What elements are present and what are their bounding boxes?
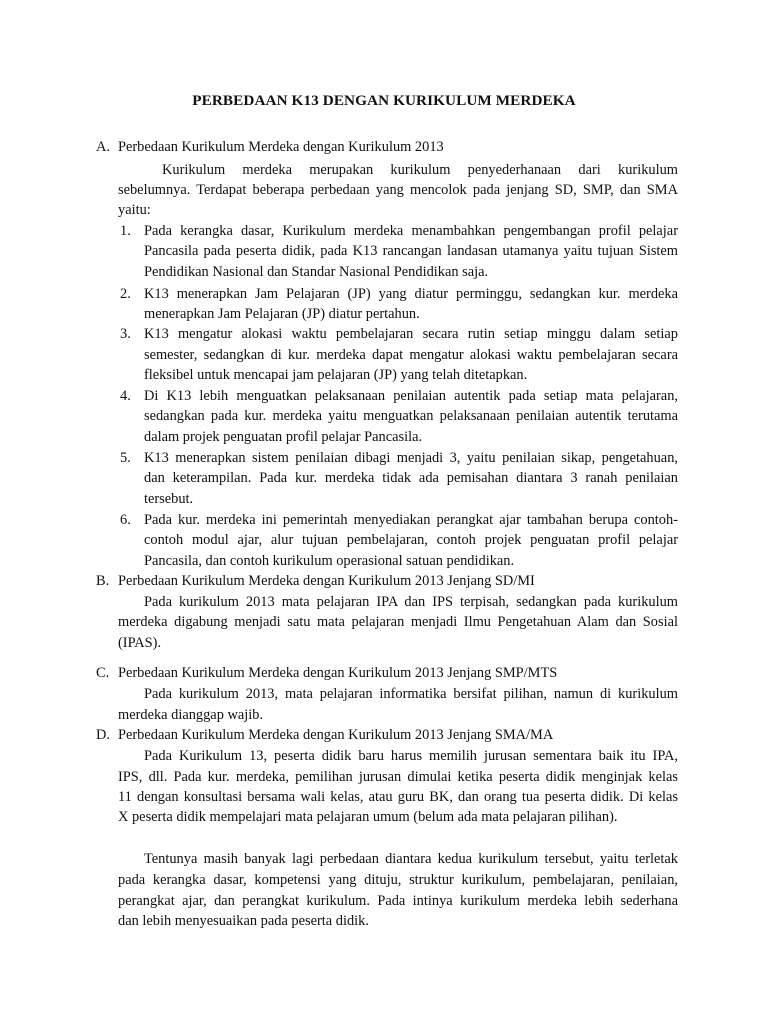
closing-line: pada kerangka dasar, kompetensi yang dituju, struktur kurikulum, pembelajaran, penilaian, bbox=[118, 872, 678, 888]
list-item-number: 1. bbox=[120, 223, 131, 239]
section-a-letter: A. bbox=[96, 139, 110, 155]
list-item-line: K13 menerapkan sistem penilaian dibagi menjadi 3, yaitu penilaian sikap, pengetahuan, bbox=[144, 450, 678, 466]
section-c-line: Pada kurikulum 2013, mata pelajaran informatika bersifat pilihan, namun di kurikulum bbox=[144, 686, 678, 702]
section-c-heading: Perbedaan Kurikulum Merdeka dengan Kurikulum 2013 Jenjang SMP/MTS bbox=[118, 665, 558, 681]
section-c-letter: C. bbox=[96, 665, 110, 681]
list-item-number: 4. bbox=[120, 388, 131, 404]
list-item-line: K13 mengatur alokasi waktu pembelajaran secara rutin setiap minggu dalam setiap bbox=[144, 326, 678, 342]
section-b-line: Pada kurikulum 2013 mata pelajaran IPA dan IPS terpisah, sedangkan pada kurikulum bbox=[144, 594, 678, 610]
list-item-line: sedangkan pada kur. merdeka yaitu menguatkan pelaksanaan penilaian autentik terutama bbox=[144, 408, 678, 424]
list-item-number: 5. bbox=[120, 450, 131, 466]
section-b-line: merdeka digabung menjadi satu mata pelajaran menjadi Ilmu Pengetahuan Alam dan Sosial bbox=[118, 614, 678, 630]
section-b-heading: Perbedaan Kurikulum Merdeka dengan Kurikulum 2013 Jenjang SD/MI bbox=[118, 573, 535, 589]
section-c-line: merdeka dianggap wajib. bbox=[118, 707, 264, 723]
list-item-line: menerapkan Jam Pelajaran (JP) diatur pertahun. bbox=[144, 306, 420, 322]
list-item-line: dan keterampilan. Pada kur. merdeka tidak ada pemisahan diantara 3 ranah penilaian bbox=[144, 470, 678, 486]
section-d-line: X peserta didik mempelajari mata pelajaran umum (belum ada mata pelajaran pilihan). bbox=[118, 809, 618, 825]
section-a-intro-line: sebelumnya. Terdapat beberapa perbedaan yang mencolok pada jenjang SD, SMP, dan SMA bbox=[118, 182, 678, 198]
page-title: PERBEDAAN K13 DENGAN KURIKULUM MERDEKA bbox=[192, 92, 576, 109]
section-a-intro-line: Kurikulum merdeka merupakan kurikulum penyederhanaan dari kurikulum bbox=[162, 162, 678, 178]
list-item-line: K13 menerapkan Jam Pelajaran (JP) yang diatur perminggu, sedangkan kur. merdeka bbox=[144, 286, 678, 302]
section-d-letter: D. bbox=[96, 727, 110, 743]
section-a-heading: Perbedaan Kurikulum Merdeka dengan Kurikulum 2013 bbox=[118, 139, 444, 155]
list-item-line: Pada kerangka dasar, Kurikulum merdeka menambahkan pengembangan profil pelajar bbox=[144, 223, 678, 239]
list-item-number: 3. bbox=[120, 326, 131, 342]
list-item-line: semester, sedangkan di kur. merdeka dapat mengatur alokasi waktu pembelajaran secara bbox=[144, 347, 678, 363]
closing-line: dan lebih menyesuaikan pada peserta didik. bbox=[118, 913, 369, 929]
list-item-line: Pada kur. merdeka ini pemerintah menyediakan perangkat ajar tambahan berupa contoh- bbox=[144, 512, 678, 528]
closing-line: perangkat ajar, dan perangkat kurikulum. Pada intinya kurikulum merdeka lebih sederhana bbox=[118, 893, 678, 909]
section-d-line: Pada Kurikulum 13, peserta didik baru harus memilih jurusan sementara baik itu IPA, bbox=[144, 748, 678, 764]
list-item-line: Di K13 lebih menguatkan pelaksanaan penilaian autentik pada setiap mata pelajaran, bbox=[144, 388, 678, 404]
section-d-line: 11 dengan konsultasi bersama wali kelas, atau guru BK, dan orang tua peserta didik. Di kelas bbox=[118, 789, 678, 805]
list-item-line: Pancasila pada peserta didik, pada K13 rancangan landasan utamanya yaitu tujuan Sistem bbox=[144, 243, 678, 259]
closing-line: Tentunya masih banyak lagi perbedaan diantara kedua kurikulum tersebut, yaitu terletak bbox=[144, 851, 678, 867]
section-d-heading: Perbedaan Kurikulum Merdeka dengan Kurikulum 2013 Jenjang SMA/MA bbox=[118, 727, 554, 743]
list-item-line: contoh modul ajar, alur tujuan pembelajaran, contoh projek penguatan profil pelajar bbox=[144, 532, 678, 548]
list-item-number: 6. bbox=[120, 512, 131, 528]
list-item-line: dalam projek penguatan profil pelajar Pancasila. bbox=[144, 429, 423, 445]
list-item-line: Pancasila, dan contoh kurikulum operasional satuan pendidikan. bbox=[144, 553, 515, 569]
section-d-line: IPS, dll. Pada kur. merdeka, pemilihan jurusan dimulai ketika peserta didik menginjak kelas bbox=[118, 769, 678, 785]
section-b-letter: B. bbox=[96, 573, 110, 589]
list-item-line: tersebut. bbox=[144, 491, 194, 507]
list-item-number: 2. bbox=[120, 286, 131, 302]
section-b-line: (IPAS). bbox=[118, 635, 162, 651]
section-a-intro-line: yaitu: bbox=[118, 202, 151, 218]
list-item-line: Pendidikan Nasional dan Standar Nasional Pendidikan saja. bbox=[144, 264, 489, 280]
list-item-line: fleksibel untuk mencapai jam pelajaran (JP) yang telah ditetapkan. bbox=[144, 367, 528, 383]
